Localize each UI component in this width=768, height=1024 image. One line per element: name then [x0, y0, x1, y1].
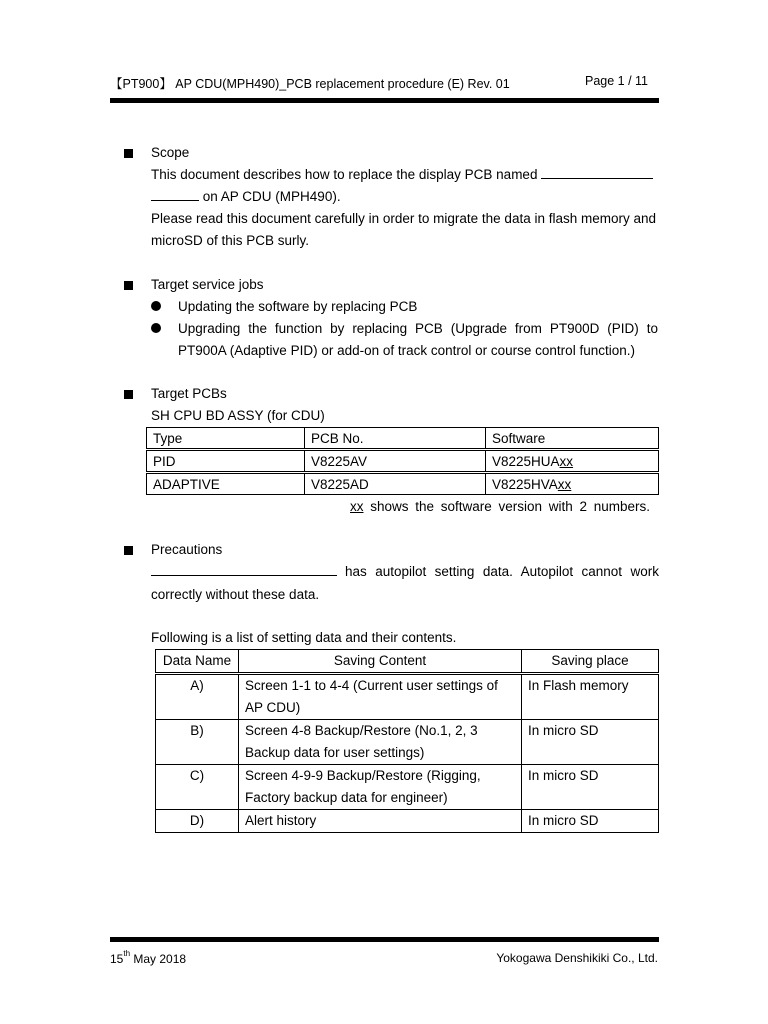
cell-saving-place: In micro SD: [522, 810, 659, 833]
cell-type: ADAPTIVE: [147, 473, 305, 495]
jobs-item-2-line-1: Upgrading the function by replacing PCB (Upgrade from PT900D (PID) to: [178, 321, 658, 336]
table-header-row: [147, 428, 659, 450]
setting-data-table: [155, 649, 659, 833]
scope-line-1: This document describes how to replace the display PCB named: [151, 164, 659, 186]
table-row: [147, 450, 659, 473]
column-header: PCB No.: [305, 428, 486, 450]
cell-data-name: A): [156, 674, 239, 720]
round-bullet-icon: [151, 301, 161, 311]
cell-data-name: B): [156, 720, 239, 765]
cell-saving-place: In micro SD: [522, 765, 659, 810]
cell-saving-content: Alert history: [239, 810, 522, 833]
precautions-line-2: correctly without these data.: [151, 587, 320, 602]
scope-line-2: on AP CDU (MPH490).: [151, 186, 659, 208]
jobs-heading: Target service jobs: [151, 277, 264, 292]
square-bullet-icon: [124, 390, 133, 399]
page-number: Page 1 / 11: [584, 74, 648, 88]
table-row: [147, 473, 659, 495]
table-row: [156, 674, 659, 720]
scope-heading: Scope: [151, 145, 190, 160]
pcbs-subheading: SH CPU BD ASSY (for CDU): [151, 408, 325, 423]
blank-pcb-name-cont: [151, 186, 199, 201]
column-header: Data Name: [156, 650, 239, 674]
column-header: Software: [486, 428, 659, 450]
header-rule: [110, 98, 659, 103]
pcbs-heading: Target PCBs: [151, 386, 227, 401]
cell-saving-content: Screen 1-1 to 4-4 (Current user settings of AP CDU): [239, 674, 522, 720]
jobs-item-2-line-2: PT900A (Adaptive PID) or add-on of track control or course control function.): [178, 343, 635, 358]
cell-saving-content: Screen 4-8 Backup/Restore (No.1, 2, 3 Backup data for user settings): [239, 720, 522, 765]
square-bullet-icon: [124, 546, 133, 555]
precautions-line-1: has autopilot setting data. Autopilot cannot work: [151, 561, 659, 583]
cell-data-name: D): [156, 810, 239, 833]
blank-pcb-name: [151, 561, 337, 576]
document-title: 【PT900】 AP CDU(MPH490)_PCB replacement procedure (E) Rev. 01: [110, 77, 510, 91]
table-row: [156, 765, 659, 810]
cell-data-name: C): [156, 765, 239, 810]
cell-saving-content: Screen 4-9-9 Backup/Restore (Rigging, Factory backup data for engineer): [239, 765, 522, 810]
settings-list-intro: Following is a list of setting data and their contents.: [151, 630, 457, 645]
jobs-item-1: Updating the software by replacing PCB: [178, 299, 418, 314]
precautions-heading: Precautions: [151, 542, 223, 557]
table-row: [156, 720, 659, 765]
company-name: Yokogawa Denshikiki Co., Ltd.: [496, 951, 658, 965]
scope-line-4: microSD of this PCB surly.: [151, 233, 310, 248]
round-bullet-icon: [151, 323, 161, 333]
cell-pcb-no: V8225AD: [305, 473, 486, 495]
footer-rule: [110, 937, 659, 942]
cell-software: V8225HVAxx: [486, 473, 659, 495]
cell-saving-place: In micro SD: [522, 720, 659, 765]
page-header: [110, 74, 658, 94]
cell-pcb-no: V8225AV: [305, 450, 486, 473]
square-bullet-icon: [124, 149, 133, 158]
document-date: 15th May 2018: [110, 949, 187, 966]
blank-pcb-name: [541, 164, 653, 179]
column-header: Type: [147, 428, 305, 450]
square-bullet-icon: [124, 281, 133, 290]
scope-line-3: Please read this document carefully in order to migrate the data in flash memory and: [151, 211, 657, 226]
cell-saving-place: In Flash memory: [522, 674, 659, 720]
table-row: [156, 810, 659, 833]
pcb-table: [146, 427, 659, 495]
table-header-row: [156, 650, 659, 674]
software-version-note: xx shows the software version with 2 numbers.: [350, 499, 650, 514]
cell-software: V8225HUAxx: [486, 450, 659, 473]
cell-type: PID: [147, 450, 305, 473]
column-header: Saving place: [522, 650, 659, 674]
column-header: Saving Content: [239, 650, 522, 674]
